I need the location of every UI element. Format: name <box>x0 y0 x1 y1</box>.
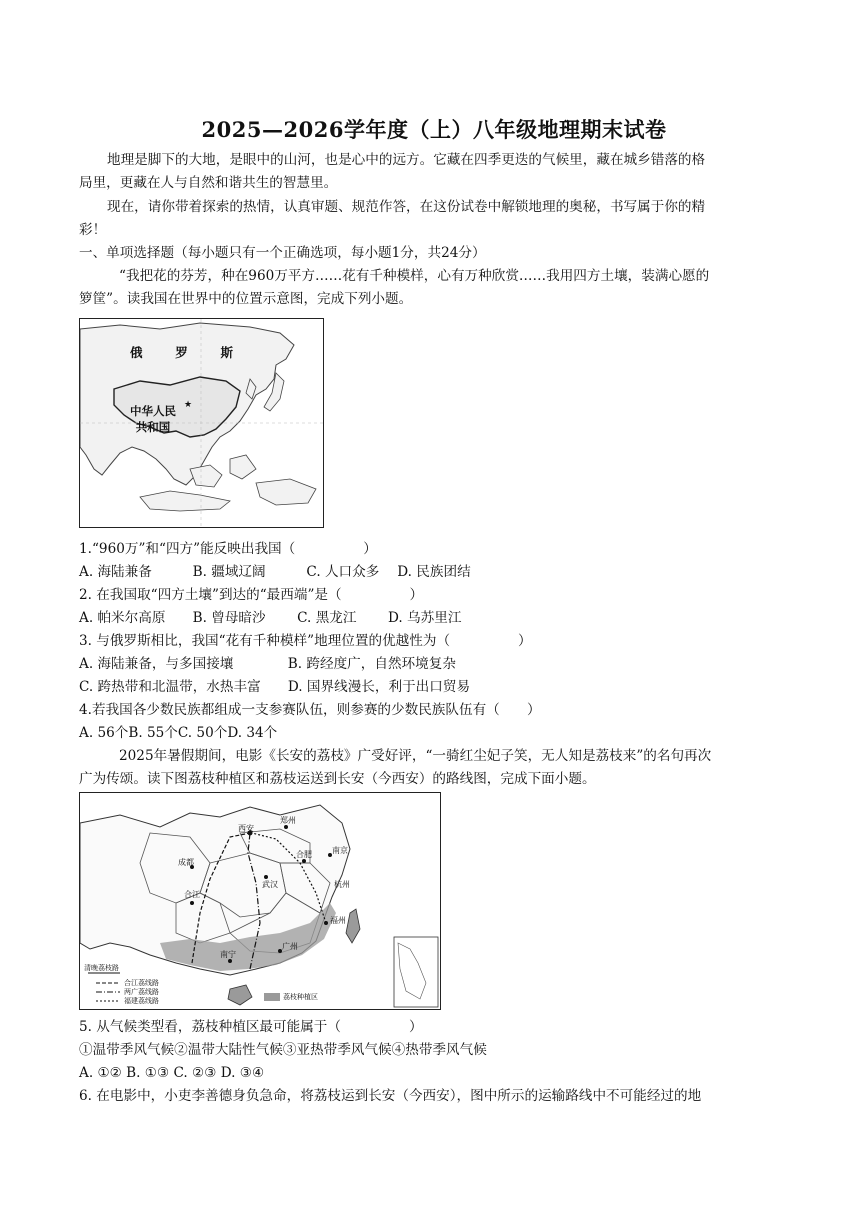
question-4-stem: 4.若我国各少数民族都组成一支参赛队伍，则参赛的少数民族队伍有（ ） <box>79 702 541 718</box>
legend-planting-area: 荔枝种植区 <box>283 993 318 1001</box>
map-city-hejiang: 合江 <box>184 890 200 899</box>
question-5-choices: ①温带季风气候②温带大陆性气候③亚热带季风气候④热带季风气候 <box>79 1042 487 1058</box>
passage-2: 2025年暑假期间，电影《长安的荔枝》广受好评，“一骑红尘妃子笑，无人知是荔枝来”的名句再次 <box>119 748 712 764</box>
china-location-map <box>79 318 324 528</box>
question-3-options-2: C. 跨热带和北温带，水热丰富 D. 国界线漫长，利于出口贸易 <box>79 679 471 695</box>
map-city-nanjing: 南京 <box>332 846 348 855</box>
map-label-china-2: 共和国 <box>135 420 171 434</box>
passage-1: “我把花的芬芳，种在960万平方……花有千种模样，心有万种欣赏……我用四方土壤，装满心愿的 <box>119 268 710 284</box>
question-4-options: A. 56个B. 55个C. 50个D. 34个 <box>79 725 278 741</box>
map-label-china-1: 中华人民 <box>130 404 176 418</box>
map-label-russia-1: 俄 <box>130 345 143 360</box>
intro-paragraph-1: 地理是脚下的大地，是眼中的山河，也是心中的远方。它藏在四季更迭的气候里，藏在城乡错落的格 <box>107 152 706 168</box>
map-city-zhengzhou: 郑州 <box>280 816 296 825</box>
map-city-guangzhou: 广州 <box>282 942 298 951</box>
question-5-stem: 5. 从气候类型看，荔枝种植区最可能属于（ ） <box>79 1019 423 1035</box>
legend-route-1: 合江荔线路 <box>124 979 159 987</box>
question-6-stem: 6. 在电影中，小吏李善德身负急命，将荔枝运到长安（今西安），图中所示的运输路线中不可能经过的地 <box>79 1088 702 1104</box>
map-city-xian: 西安 <box>238 824 254 833</box>
map-city-nanning: 南宁 <box>220 950 236 959</box>
legend-route-3: 福建荔线路 <box>124 997 159 1005</box>
question-5-options: A. ①② B. ①③ C. ②③ D. ③④ <box>79 1065 265 1081</box>
question-2-options: A. 帕米尔高原 B. 曾母暗沙 C. 黑龙江 D. 乌苏里江 <box>79 610 462 626</box>
legend-title: 清晚荔枝路 <box>84 964 119 972</box>
legend-route-2: 两广荔线路 <box>124 988 159 996</box>
question-1-options: A. 海陆兼备 B. 疆域辽阔 C. 人口众多 D. 民族团结 <box>79 564 471 580</box>
passage-1-cont: 箩筐”。读我国在世界中的位置示意图，完成下列小题。 <box>79 291 413 307</box>
map-label-russia-3: 斯 <box>220 345 233 360</box>
lychee-route-map <box>79 792 441 1010</box>
intro-paragraph-2: 现在，请你带着探索的热情，认真审题、规范作答，在这份试卷中解锁地理的奥秘，书写属于你的精 <box>107 199 706 215</box>
map-city-hangzhou: 杭州 <box>334 880 350 889</box>
intro-paragraph-2-cont: 彩！ <box>79 222 107 238</box>
question-3-options-1: A. 海陆兼备，与多国接壤 B. 跨经度广，自然环境复杂 <box>79 656 456 672</box>
question-3-stem: 3. 与俄罗斯相比，我国“花有千种模样”地理位置的优越性为（ ） <box>79 633 532 649</box>
page-title: 2025—2026学年度（上）八年级地理期末试卷 <box>201 117 667 142</box>
section-heading: 一、单项选择题（每小题只有一个正确选项，每小题1分，共24分） <box>79 245 486 261</box>
svg-text:★: ★ <box>184 400 193 410</box>
passage-2-cont: 广为传颂。读下图荔枝种植区和荔枝运送到长安（今西安）的路线图，完成下面小题。 <box>79 771 596 787</box>
map-label-russia-2: 罗 <box>175 345 188 360</box>
map-city-fuzhou: 福州 <box>330 916 346 925</box>
intro-paragraph-1-cont: 局里，更藏在人与自然和谐共生的智慧里。 <box>79 175 338 191</box>
map-city-chengdu: 成都 <box>178 858 194 867</box>
map-city-hefei: 合肥 <box>296 850 312 859</box>
question-2-stem: 2. 在我国取“四方土壤”到达的“最西端”是（ ） <box>79 587 424 603</box>
question-1-stem: 1.“960万”和“四方”能反映出我国（ ） <box>79 541 377 557</box>
map-city-wuhan: 武汉 <box>262 880 278 889</box>
